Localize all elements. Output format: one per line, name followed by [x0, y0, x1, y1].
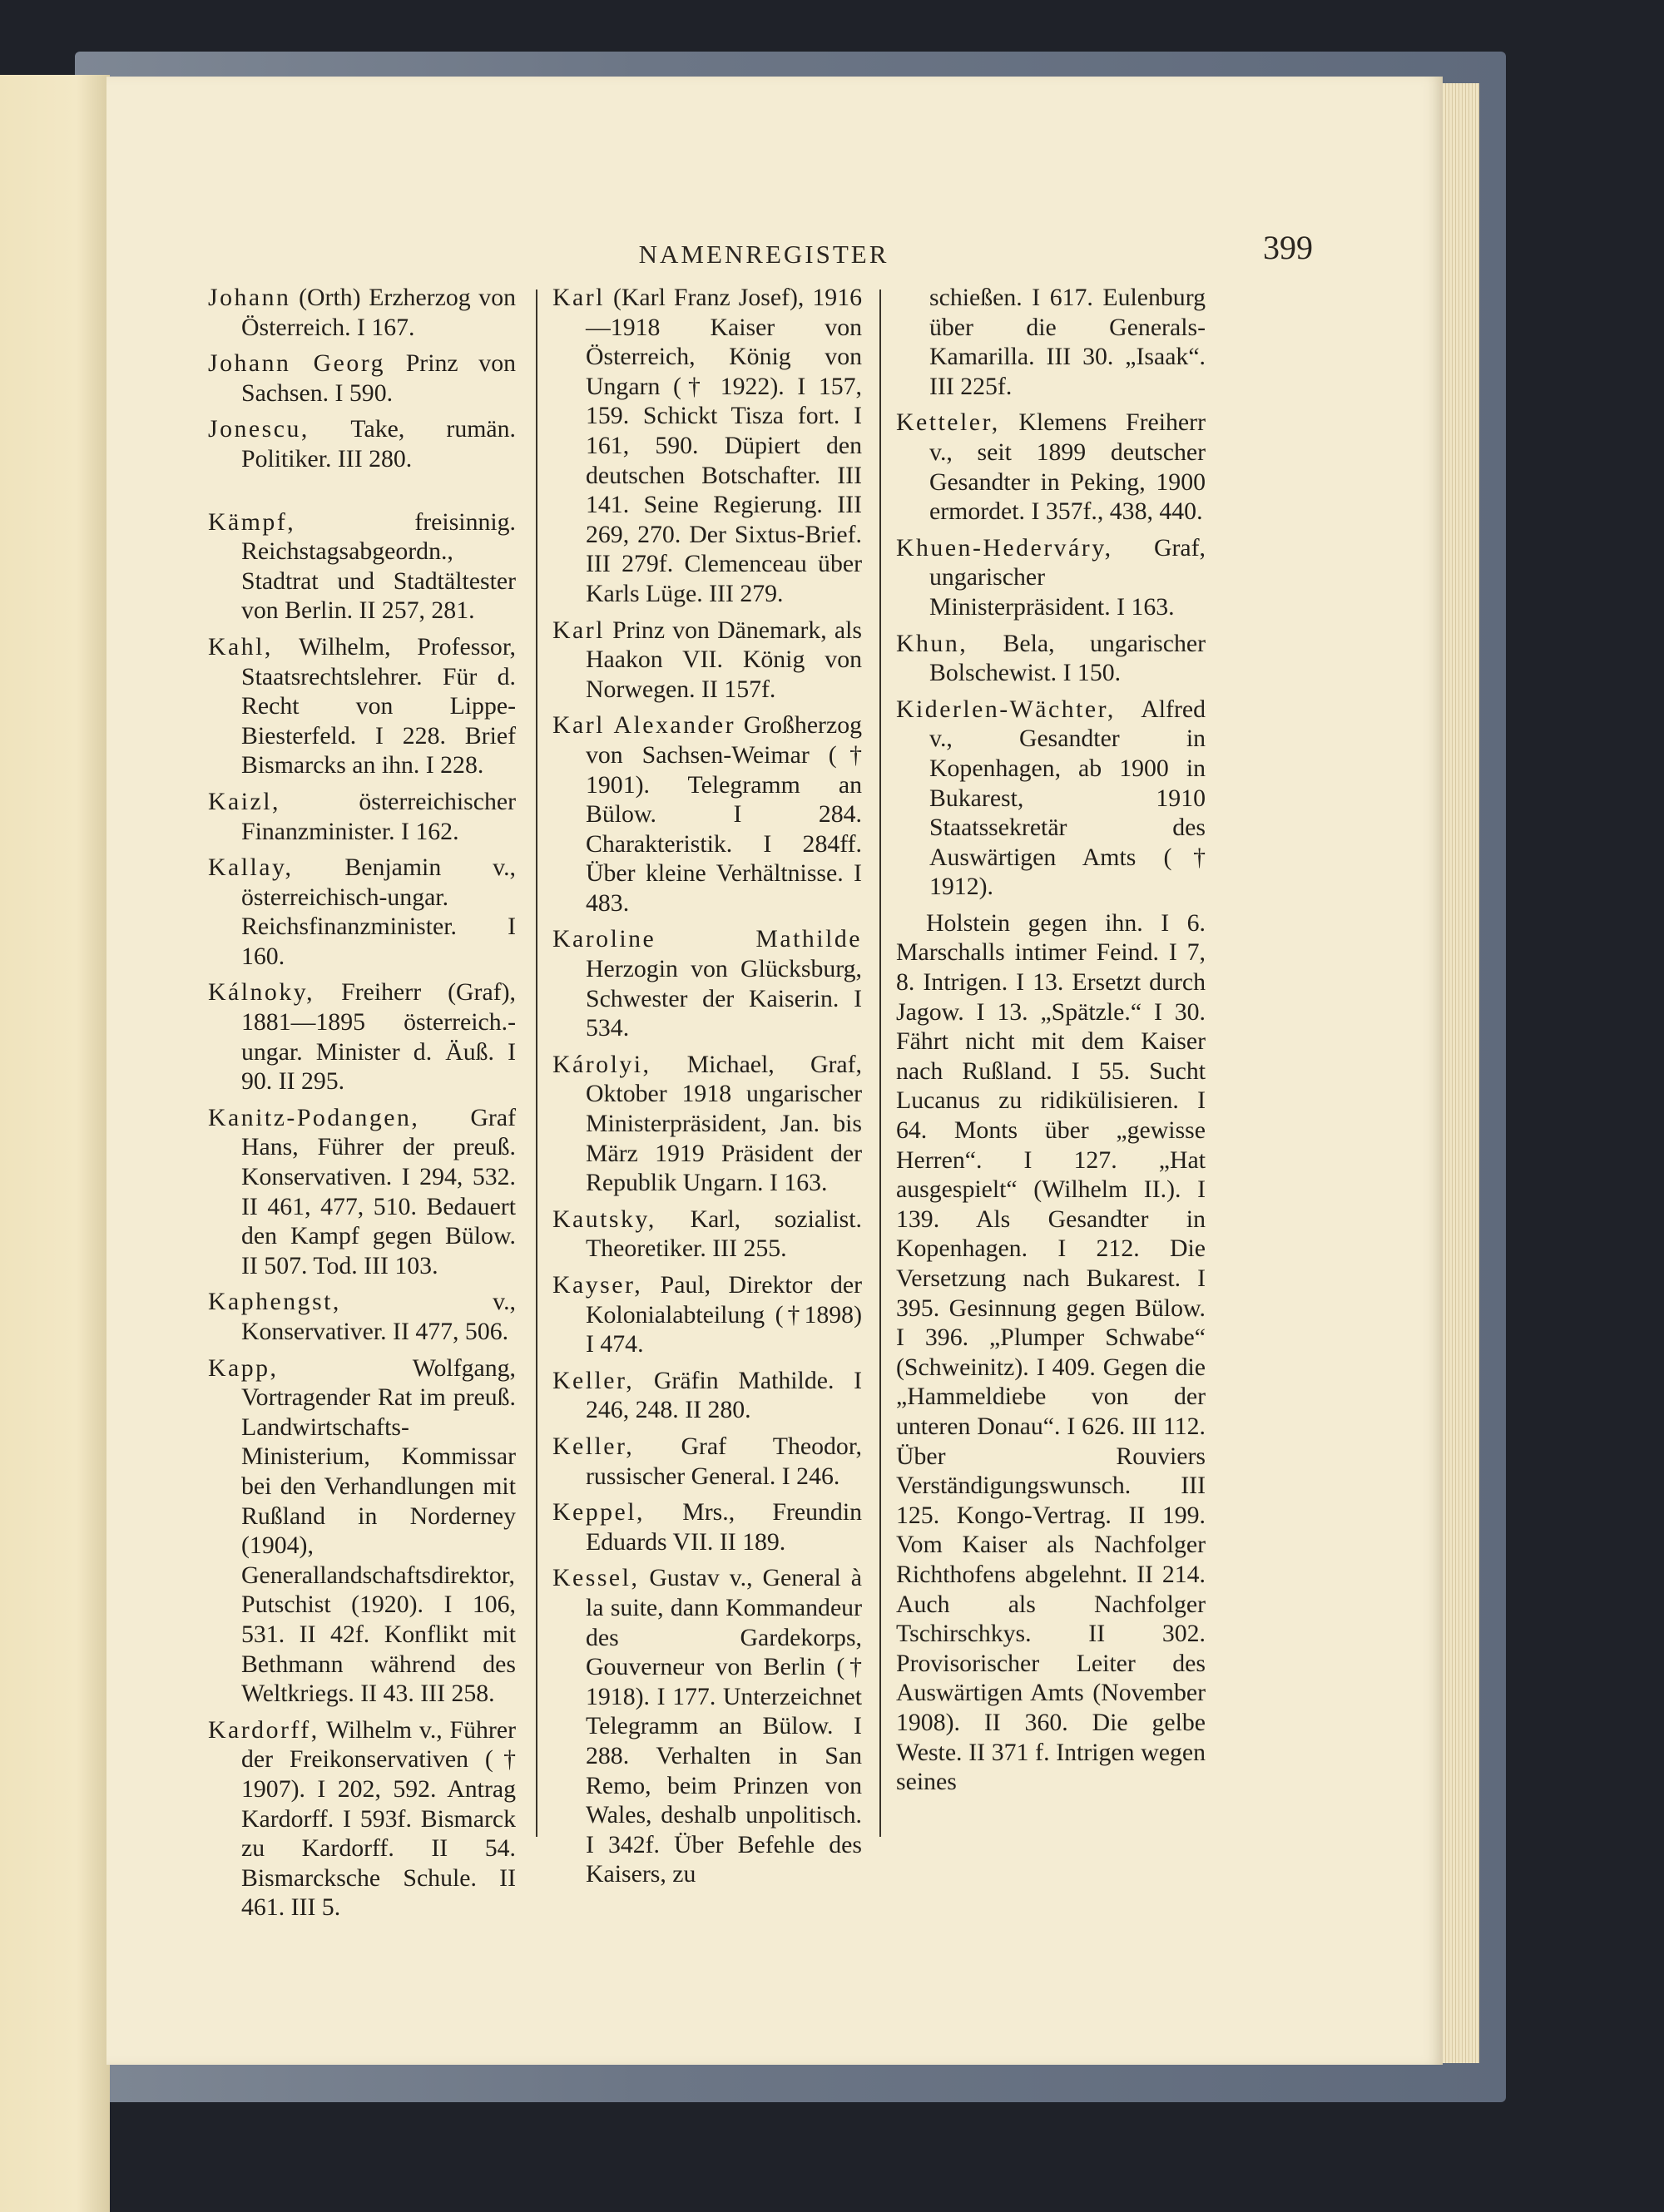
- entry-headword: Kautsky,: [552, 1205, 656, 1233]
- column-rule: [536, 289, 537, 1837]
- entry-text: Paul, Direktor der Kolonialabteilung (†1898) I 474.: [586, 1271, 862, 1358]
- entry-text: Großherzog von Sachsen-Weimar († 1901). Telegramm an Bülow. I 284. Charakteristik. I 284ff. Über kleine Verhältnisse. I 483.: [586, 711, 862, 917]
- entry-headword: Khuen-Hederváry,: [896, 533, 1113, 562]
- entry-text: Benjamin v., österreichisch-ungar. Reichsfinanzminister. I 160.: [241, 854, 516, 970]
- entry-headword: Kessel,: [552, 1564, 640, 1592]
- entry-headword: Kanitz-Podangen,: [208, 1103, 420, 1131]
- entry-text: Gustav v., General à la suite, dann Kommandeur des Gardekorps, Gouverneur von Berlin († 1918). I 177. Unterzeichnet Telegramm an Bülow. I 288. Verhalten in San Remo, beim Prinzen von Wales, deshalb unpolitisch. I 342f. Über Befehle des Kaisers, zu: [586, 1564, 862, 1888]
- entry-headword: Kallay,: [208, 854, 294, 882]
- register-column-3: [896, 283, 1206, 1988]
- entry-text: schießen. I 617. Eulenburg über die Generals-Kamarilla. III 30. „Isaak“. III 225f.: [929, 284, 1206, 400]
- entry-headword: Jonescu,: [208, 415, 310, 443]
- entry-text: Gräfin Mathilde. I 246, 248. II 280.: [586, 1366, 862, 1424]
- entry-headword: Karl: [552, 284, 605, 311]
- register-entry: [208, 787, 516, 846]
- entry-headword: Khun,: [896, 629, 968, 657]
- running-head: [106, 228, 1443, 278]
- register-entry: [896, 408, 1206, 526]
- register-entry: [552, 1366, 862, 1425]
- entry-text: (Orth) Erzherzog von Österreich. I 167.: [241, 284, 516, 341]
- register-entry: [208, 853, 516, 971]
- entry-headword: Keppel,: [552, 1498, 645, 1527]
- register-entry: [208, 1287, 516, 1346]
- register-entry: [896, 695, 1206, 902]
- column-rule: [879, 289, 881, 1837]
- entry-text: österreichischer Finanzminister. I 162.: [241, 787, 516, 845]
- entry-headword: Kaphengst,: [208, 1288, 341, 1316]
- entry-text: Herzogin von Glücksburg, Schwester der Kaiserin. I 534.: [586, 955, 862, 1042]
- entry-text: Take, rumän. Politiker. III 280.: [241, 415, 516, 473]
- entry-text: Freiherr (Graf), 1881—1895 österreich.-ungar. Minister d. Äuß. I 90. II 295.: [241, 978, 516, 1096]
- entry-headword: Karl: [552, 616, 605, 644]
- entry-headword: Kálnoky,: [208, 978, 315, 1007]
- entry-headword: Johann: [208, 284, 291, 311]
- entry-headword: Kaizl,: [208, 787, 280, 815]
- entry-headword: Karl Alexander: [552, 711, 736, 740]
- register-entry: [208, 632, 516, 780]
- register-entry: [552, 924, 862, 1042]
- register-entry: [208, 977, 516, 1096]
- entry-headword: Károlyi,: [552, 1050, 651, 1078]
- entry-headword: Ketteler,: [896, 408, 1000, 437]
- register-entry: [208, 1353, 516, 1709]
- register-entry: [896, 283, 1206, 401]
- entry-text: Wilhelm v., Führer der Freikonservativen († 1907). I 202, 592. Antrag Kardorff. I 593f. Bismarck zu Kardorff. II 54. Bismarcksche Schule. II 461. III 5.: [241, 1715, 516, 1922]
- entry-headword: Kahl,: [208, 632, 273, 661]
- register-entry: [552, 283, 862, 609]
- register-entry: [208, 349, 516, 408]
- register-entry: [896, 629, 1206, 688]
- register-entry: [208, 283, 516, 342]
- entry-text: Wilhelm, Professor, Staatsrechtslehrer. Für d. Recht von Lippe-Biesterfeld. I 228. Brief Bismarcks an ihn. I 228.: [241, 632, 516, 779]
- entry-headword: Keller,: [552, 1366, 635, 1394]
- entry-text: Bela, ungarischer Bolschewist. I 150.: [929, 629, 1206, 687]
- page-number: 399: [1263, 229, 1313, 266]
- register-entry: [552, 1050, 862, 1198]
- entry-text: Mrs., Freundin Eduards VII. II 189.: [586, 1498, 862, 1556]
- entry-text: Graf Theodor, russischer General. I 246.: [586, 1432, 862, 1490]
- entry-headword: Keller,: [552, 1432, 635, 1460]
- register-entry: [552, 616, 862, 705]
- entry-headword: Kardorff,: [208, 1715, 319, 1744]
- entry-text: Holstein gegen ihn. I 6. Marschalls intimer Feind. I 7, 8. Intrigen. I 13. Ersetzt durch Jagow. I 13. „Spätzle.“ I 30. Fährt nicht mit dem Kaiser nach Rußland. I 55. Sucht Lucanus zu ridikülisieren. I 64. Monts über „gewisse Herren“. I 127. „Hat ausgespielt“ (Wilhelm II.). I 139. Als Gesandter in Kopenhagen. I 212. Die Versetzung nach Bukarest. I 395. Gesinnung gegen Bülow. I 396. „Plumper Schwabe“ (Schweinitz). I 409. Gegen die „Hammeldiebe von der unteren Donau“. I 626. III 112. Über Rouviers Verständigungswunsch. III 125. Kongo-Vertrag. II 199. Vom Kaiser als Nachfolger Richthofens abgelehnt. II 214. Auch als Nachfolger Tschirschkys. II 302. Provisorischer Leiter des Auswärtigen Amts (November 1908). II 360. Die gelbe Weste. II 371 f. Intrigen wegen seines: [896, 908, 1206, 1796]
- entry-headword: Kämpf,: [208, 507, 296, 536]
- entry-text: Klemens Freiherr v., seit 1899 deutscher Gesandter in Peking, 1900 ermordet. I 357f., 438, 440.: [929, 408, 1206, 526]
- register-entry: [208, 507, 516, 626]
- entry-headword: Karoline Mathilde: [552, 925, 862, 953]
- entry-headword: Kayser,: [552, 1271, 643, 1299]
- entry-text: Wolfgang, Vortragender Rat im preuß. Landwirtschafts-Ministerium, Kommissar bei den Verhandlungen mit Rußland in Norderney (1904), Generallandschaftsdirektor, Putschist (1920). I 106, 531. II 42f. Konflikt mit Bethmann während des Weltkriegs. II 43. III 258.: [241, 1353, 516, 1708]
- entry-text: Karl, sozialist. Theoretiker. III 255.: [586, 1205, 862, 1263]
- entry-text: Graf, ungarischer Ministerpräsident. I 163.: [929, 533, 1206, 621]
- page-title: NAMENREGISTER: [638, 240, 889, 269]
- register-entry: [552, 1563, 862, 1889]
- entry-headword: Kiderlen-Wächter,: [896, 695, 1116, 723]
- entry-text: Graf Hans, Führer der preuß. Konservativen. I 294, 532. II 461, 477, 510. Bedauert den Kampf gegen Bülow. II 507. Tod. III 103.: [241, 1103, 516, 1279]
- entry-text: v., Konservativer. II 477, 506.: [241, 1288, 516, 1345]
- register-entry: [896, 908, 1206, 1797]
- left-page-edge: [0, 75, 110, 2212]
- entry-headword: Kapp,: [208, 1353, 279, 1382]
- entry-text: freisinnig. Reichstagsabgeordn., Stadtrat und Stadtältester von Berlin. II 257, 281.: [241, 507, 516, 625]
- register-entry: [208, 1103, 516, 1281]
- entry-text: Michael, Graf, Oktober 1918 ungarischer Ministerpräsident, Jan. bis März 1919 Präsident der Republik Ungarn. I 163.: [586, 1050, 862, 1197]
- entry-headword: Johann Georg: [208, 349, 386, 378]
- register-entry: [896, 533, 1206, 622]
- register-entry: [552, 710, 862, 918]
- register-entry: [552, 1205, 862, 1264]
- register-entry: [552, 1270, 862, 1359]
- entry-text: Prinz von Dänemark, als Haakon VII. König von Norwegen. II 157f.: [586, 616, 862, 703]
- entry-text: (Karl Franz Josef), 1916—1918 Kaiser von Österreich, König von Ungarn († 1922). I 157, 159. Schickt Tisza fort. I 161, 590. Düpiert den deutschen Botschafter. III 141. Seine Regierung. III 269, 270. Der Sixtus-Brief. III 279f. Clemenceau über Karls Lüge. III 279.: [586, 284, 862, 607]
- register-entry: [552, 1432, 862, 1491]
- entry-text: Prinz von Sachsen. I 590.: [241, 349, 516, 407]
- entry-text: Alfred v., Gesandter in Kopenhagen, ab 1900 in Bukarest, 1910 Staatssekretär des Auswärtigen Amts († 1912).: [929, 695, 1206, 901]
- register-column-1: [208, 283, 516, 1988]
- page-stack-edge: [1443, 83, 1479, 2063]
- register-entry: [552, 1497, 862, 1556]
- register-entry: [208, 1715, 516, 1923]
- register-column-2: [552, 283, 862, 1988]
- register-entry: [208, 414, 516, 473]
